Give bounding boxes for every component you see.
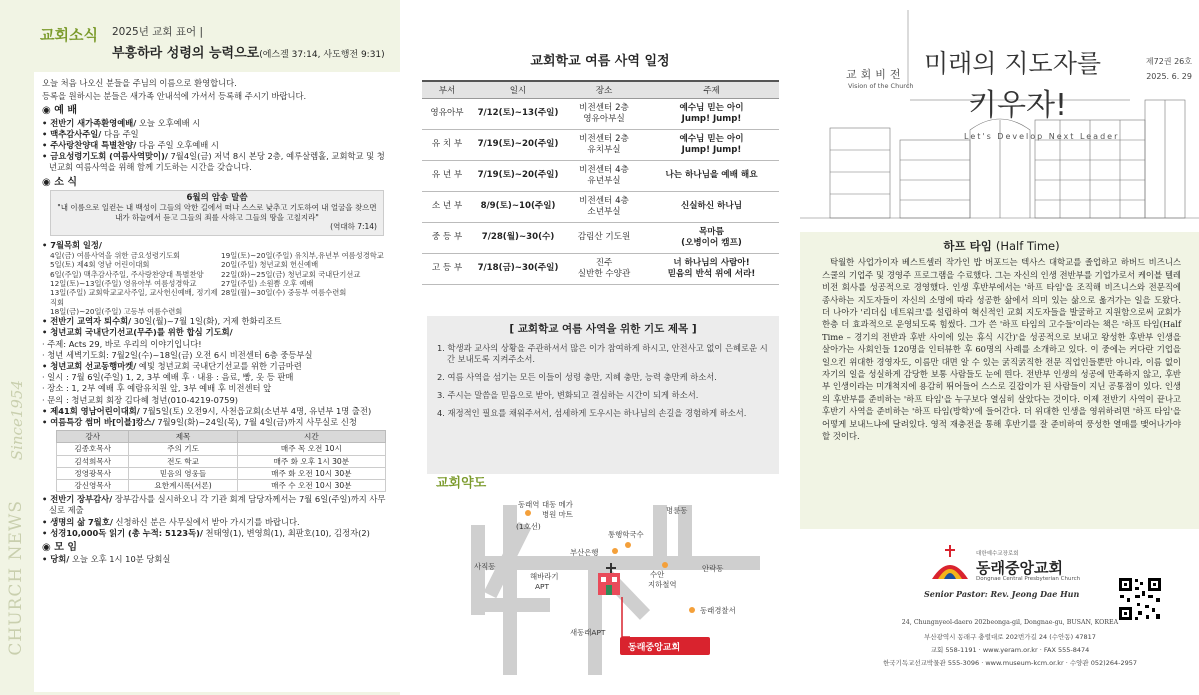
map-label: 부산은행	[570, 548, 599, 557]
schedule-cell: 비전센터 4층 유년부실	[564, 160, 644, 191]
calendar-entry: 6일(주일) 맥추감사주일, 주사랑찬양대 특별찬양	[50, 269, 204, 279]
news-item-label: • 제41회 영남어린이대회/	[42, 405, 140, 416]
table-cell: 매주 화 오후 1시 30분	[237, 455, 385, 467]
column-header: 주제	[644, 81, 779, 98]
meeting-heading: ◉ 모 임	[42, 541, 78, 553]
masthead	[800, 0, 1199, 232]
news-item-text: · 일시 : 7월 6일(주일) 1, 2, 3부 예배 후 · 내용 : 음료, 빵, 옷 등 판매	[42, 372, 294, 383]
news-item-text: 7월5일(토) 오전9시, 사천읍교회(소년부 4명, 유년부 1명 출전)	[139, 405, 372, 416]
worship-heading: ◉ 예 배	[42, 105, 78, 117]
calendar-entry: 4일(금) 여름사역을 위한 금요성령기도회	[50, 251, 181, 261]
schedule-cell: 고 등 부	[422, 253, 472, 284]
news-items-2	[42, 494, 392, 539]
station-marker	[525, 510, 531, 516]
issue-date: 2025. 6. 29	[1146, 72, 1192, 81]
schedule-cell: 중 등 부	[422, 222, 472, 253]
news-item-label: • 성경10,000독 읽기 (총 누적: 5123독)/	[42, 527, 203, 538]
prayer-box	[427, 316, 779, 474]
schedule-cell: 감림산 기도원	[564, 222, 644, 253]
news-item	[42, 395, 392, 406]
museum-info: 한국기독교선교박물관 555-3096 · www.museum-kcm.or.kr · 수양관 052)264-2957	[882, 659, 1138, 667]
worship-item-text: 오늘 오후예배 시	[136, 117, 201, 128]
table-cell: 주의 기도	[129, 443, 237, 455]
calendar-entry: 20일(주일) 청년교회 헌신예배	[221, 260, 319, 270]
meeting-item-label: • 당회/	[42, 554, 70, 565]
prayer-item: 2. 여름 사역을 섬기는 모든 이들이 성령 충만, 지혜 충만, 능력 충만케 하소서.	[437, 372, 717, 382]
table-cell: 김석희목사	[57, 455, 129, 467]
map-label: 통행학국수	[608, 530, 644, 539]
table-cell: 강신영목사	[57, 479, 129, 491]
prayer-item: 1. 학생과 교사의 상황을 주관하셔서 많은 이가 참여하게 하시고, 안전사고 없이 은혜로운 시간 보내도록 지켜주소서.	[437, 343, 768, 364]
schedule-title: 교회학교 여름 사역 일정	[530, 54, 670, 69]
news-item	[42, 417, 392, 428]
church-name-en: Dongnae Central Presbyterian Church	[976, 576, 1081, 582]
bible-study-table	[56, 430, 386, 492]
table-row	[57, 479, 386, 491]
worship-item-label: • 주사랑찬양대 특별찬양/	[42, 140, 137, 151]
calendar-entry: 27일(주일) 소원쁨 오후 예배	[221, 278, 314, 288]
news-item	[42, 339, 392, 350]
schedule-cell: 너 하나님의 사람아! 믿음의 반석 위에 서라!	[644, 253, 779, 284]
prayer-item: 3. 주시는 말씀을 믿음으로 받아, 변화되고 결심하는 시간이 되게 하소서.	[437, 390, 699, 400]
masthead-title-2: 키우자!	[968, 88, 1067, 123]
news-item	[42, 517, 392, 528]
church-motto: 부흥하라 성령의 능력으로(에스겔 37:14, 사도행전 9:31)	[112, 46, 385, 61]
map-label: 병원 마트	[542, 510, 573, 519]
essay	[800, 232, 1199, 529]
worship-item-text: 7월4일(금) 저녁 8시 본당 2층, 예루살렘홀, 교회학교 및 청년교회 여름사역을 위해 함께 기도하는 시간을 갖습니다.	[49, 151, 385, 173]
masthead-title-1: 미래의 지도자를	[924, 49, 1101, 78]
prayer-title: [ 교회학교 여름 사역을 위한 기도 제목 ]	[509, 323, 697, 335]
verse-reference: (역대하 7:14)	[330, 222, 377, 232]
worship-item	[42, 118, 392, 129]
news-item	[42, 383, 392, 394]
map-label: (1호선)	[516, 522, 541, 531]
motto-label: 2025년 교회 표어 |	[112, 26, 203, 38]
schedule-cell: 예수님 믿는 아이 Jump! Jump!	[644, 98, 779, 129]
prayer-item: 4. 재정적인 필요를 채워주셔서, 섬세하게 도우시는 하나님의 손길을 경험하게 하소서.	[437, 408, 747, 418]
news-body	[34, 72, 400, 692]
worship-item-label: • 금요성령기도회 (여름사역맞이)/	[42, 151, 168, 162]
denomination: 대한예수교장로회	[976, 551, 1019, 557]
contact-info: 교회 558-1191 · www.yeram.or.kr · FAX 555-8474	[930, 646, 1090, 654]
calendar-entry: 22일(화)~25일(금) 청년교회 국내단기선교	[221, 269, 361, 279]
map-label: 동래역	[518, 500, 540, 509]
july-calendar	[42, 251, 392, 316]
news-item-text: 천태영(1), 변영희(1), 최판호(10), 김정자(2)	[202, 527, 370, 538]
news-item-text: · 장소 : 1, 2부 예배 후 예람유치원 앞, 3부 예배 후 비전센터 앞	[42, 383, 272, 394]
map-title: 교회약도	[436, 476, 487, 491]
address-en: 24, Chungnyeol-daero 202beonga-gil, Dongnae-gu, BUSAN, KOREA	[901, 619, 1119, 626]
news-item-text: 장부감사를 실시하오니 각 기관 회계 담당자께서는 7월 6일(주일)까지 사무실로 제출	[49, 494, 386, 516]
verse-text: "내 이름으로 일컫는 내 백성이 그들의 악한 길에서 떠나 스스로 낮추고 기도하여 내 얼굴을 찾으면 내가 하늘에서 듣고 그들의 죄를 사하고 그들의 땅을 고칠지라"	[57, 203, 377, 222]
worship-list	[42, 118, 392, 174]
meeting-item-text: 오늘 오후 1시 10분 당회실	[69, 554, 171, 565]
map-label: 사직동	[474, 562, 496, 571]
calendar-entry: 5일(토) 제4회 영남 어린이대회	[50, 260, 150, 270]
column-header: 부서	[422, 81, 472, 98]
map-label: 대동 메가	[542, 500, 573, 509]
schedule-cell: 비전센터 4층 소년부실	[564, 191, 644, 222]
column-header: 장소	[564, 81, 644, 98]
news-item	[42, 316, 392, 327]
schedule-cell: 비전센터 2층 영유아부실	[564, 98, 644, 129]
verse-title: 6월의 암송 말씀	[186, 192, 248, 203]
calendar-entry: 13일(주일) 교회학교교사주일, 교사헌신예배, 정기제직회	[50, 288, 218, 307]
church-news-watermark: CHURCH NEWS	[6, 500, 26, 656]
schedule-row	[422, 160, 779, 191]
table-cell: 김종호목사	[57, 443, 129, 455]
vision-label: 교회비전	[846, 68, 905, 81]
vision-label-en: Vision of the Church	[848, 82, 914, 90]
news-item	[42, 372, 392, 383]
memory-verse-box	[50, 190, 384, 236]
schedule-cell: 예수님 믿는 아이 Jump! Jump!	[644, 129, 779, 160]
table-row	[57, 443, 386, 455]
summer-schedule-table	[422, 80, 779, 285]
news-item-label: • 청년교회 선교동행마켓/	[42, 360, 137, 371]
welcome-text	[42, 78, 392, 102]
news-item-text: 신청하신 분은 사무실에서 받아 가시기를 바랍니다.	[112, 516, 300, 527]
schedule-cell: 목마름 (오병이어 캠프)	[644, 222, 779, 253]
news-item-text: 30일(월)~7월 1일(화), 거제 한화리조트	[131, 316, 282, 327]
column-header: 제목	[129, 431, 237, 443]
news-item-label: • 생명의 삶 7월호/	[42, 516, 113, 527]
schedule-cell: 7/18(금)~30(주일)	[472, 253, 564, 284]
calendar-entry: 12일(토)~13일(주일) 영유아부 여름성경학교	[50, 278, 197, 288]
prayer-list	[437, 343, 769, 419]
issue-number: 제72권 26호	[1145, 57, 1192, 66]
worship-item-text: 다음 주일	[101, 128, 139, 139]
news-item-label: • 전반기 장부감사/	[42, 494, 113, 505]
schedule-row	[422, 98, 779, 129]
news-item-label: • 여름특강 썸머 바[이블]캉스/	[42, 416, 155, 427]
table-row	[57, 467, 386, 479]
schedule-cell: 진주 실반한 수양관	[564, 253, 644, 284]
schedule-cell: 비전센터 2층 유치부실	[564, 129, 644, 160]
map-label: 안락동	[702, 564, 724, 573]
worship-item-label: • 맥추감사주일/	[42, 128, 102, 139]
map-label: 동래경찰서	[700, 606, 736, 615]
church-name: 동래중앙교회	[976, 559, 1063, 577]
since-watermark: Since1954	[8, 380, 26, 461]
map-label: 수안	[650, 570, 665, 579]
table-cell: 믿음의 영웅들	[129, 467, 237, 479]
table-cell: 매주 화 오전 10시 30분	[237, 467, 385, 479]
worship-item-label: • 전반기 새가족환영예배/	[42, 117, 137, 128]
table-cell: 매주 목 오전 10시	[237, 443, 385, 455]
news-item-text: · 청년 세벽기도회: 7월2일(수)~18일(금) 오전 6시 비전센터 6층 중등부실	[42, 349, 313, 360]
motto-header	[34, 10, 400, 70]
table-cell: 정영광목사	[57, 467, 129, 479]
news-item	[42, 494, 392, 516]
slogan: Let's Develop Next Leader	[964, 132, 1120, 141]
schedule-cell: 영유아부	[422, 98, 472, 129]
calendar-heading: • 7월목회 일정/	[42, 239, 102, 250]
column-header: 일시	[472, 81, 564, 98]
news-items	[42, 316, 392, 428]
schedule-cell: 7/12(토)~13(주일)	[472, 98, 564, 129]
worship-item	[42, 140, 392, 151]
essay-title: 하프 타임 (Half Time)	[943, 239, 1060, 253]
map-label: 해바라기	[530, 572, 559, 581]
news-item	[42, 361, 392, 372]
schedule-cell: 소 년 부	[422, 191, 472, 222]
schedule-cell: 유 년 부	[422, 160, 472, 191]
column-header: 시간	[237, 431, 385, 443]
table-cell: 전도 학교	[129, 455, 237, 467]
schedule-cell: 7/28(월)~30(수)	[472, 222, 564, 253]
map-label: APT	[535, 582, 550, 591]
news-item-label: • 청년교회 국내단기선교(무주)를 위한 합심 기도회/	[42, 327, 233, 338]
calendar-entry	[221, 307, 392, 316]
table-cell: 요한계시록(서론)	[129, 479, 237, 491]
map-label: 지하철역	[648, 580, 677, 589]
news-heading: ◉ 소 식	[42, 176, 78, 188]
calendar-entry: 28일(월)~30일(수) 중등부 여름수련회	[221, 288, 347, 298]
church-map	[430, 476, 790, 690]
calendar-entry: 18일(금)~20일(주일) 고등부 여름수련회	[50, 306, 183, 316]
news-item-text: · 문의 : 청년교회 회장 김다혜 청년(010-4219-0759)	[42, 394, 238, 405]
news-item-label: • 전반기 교역자 퇴수회/	[42, 316, 132, 327]
news-item	[42, 350, 392, 361]
schedule-cell: 나는 하나님을 예배 해요	[644, 160, 779, 191]
worship-item-text: 다음 주일 오후예배 시	[136, 140, 219, 151]
meeting-list	[42, 554, 392, 565]
table-cell: 매주 수 오전 10시 30분	[237, 479, 385, 491]
qr-code-icon	[1118, 577, 1162, 621]
schedule-cell: 유 치 부	[422, 129, 472, 160]
news-item	[42, 406, 392, 417]
schedule-cell: 7/19(토)~20(주일)	[472, 129, 564, 160]
church-logo-icon	[928, 543, 972, 583]
side-watermark	[0, 0, 34, 695]
welcome-line: 오늘 처음 나오신 분들을 주님의 이름으로 환영합니다.	[42, 78, 237, 88]
schedule-row	[422, 129, 779, 160]
schedule-row	[422, 222, 779, 253]
news-item-text: · 주제: Acts 29, 바로 우리의 이야기입니다!	[42, 338, 202, 349]
column-header: 강사	[57, 431, 129, 443]
news-item-text: 예빛 청년교회 국내단기선교를 위한 기금마련	[136, 360, 302, 371]
worship-item	[42, 151, 392, 173]
church-map-label: 동래중앙교회	[628, 643, 681, 653]
table-row	[57, 455, 386, 467]
schedule-row	[422, 191, 779, 222]
schedule-cell: 8/9(토)~10(주일)	[472, 191, 564, 222]
schedule-cell: 7/19(토)~20(주일)	[472, 160, 564, 191]
calendar-entry: 19일(토)~20일(주일) 유치부,유년부 여름성경학교	[221, 251, 384, 261]
worship-item	[42, 129, 392, 140]
schedule-cell: 신실하신 하나님	[644, 191, 779, 222]
news-item-text: 7월9일(화)~24일(목), 7월 4일(금)까지 사무실로 신청	[154, 416, 357, 427]
senior-pastor: Senior Pastor: Rev. Jeong Dae Hun	[924, 589, 1080, 599]
schedule-row	[422, 253, 779, 284]
welcome-line: 등록을 원하시는 분들은 새가족 안내석에 가셔서 등록해 주시기 바랍니다.	[42, 91, 307, 102]
news-item	[42, 528, 392, 539]
address-kr: 부산광역시 동래구 충렬대로 202번가길 24 (수안동) 47817	[924, 633, 1096, 641]
section-tag: 교회소식	[40, 26, 98, 44]
meeting-item	[42, 554, 392, 565]
essay-body: 탁월한 사업가이자 베스트셀러 작가인 밥 버포드는 텍사스 대학교를 졸업하고 하버드 비즈니스 스쿨의 기업주 및 경영주 프로그램을 수료했다. 그는 자신의 인생 전반부를 기업가로서 케이블 텔레비전 회사를 성공적으로 경영했다. 인생 후반부에서는 '하프 타임'을 조직해 비즈니스와 전문직에 종사하는 지도자들이 자신의 소명에 따라 성공한 삶에서 의미 있는 삶으로 옮겨가는 일을 도왔다. 더 나아가 '리더십 네트워크'를 설립하여 혁신적인 교회 지도자들을 발굴하고 지원함으로써 교회가 한층 더 효과적으로 운영되도록 힘썼다. 그가 쓴 '하프 타임의 고수들'이라는 책은 '하프 타임(Half Time – 경기의 전반과 후반 사이에 있는 휴식 시간)'을 성공적으로 보내고 왕성한 후반부 인생을 살아가는 사회인들 120명을 인터뷰한 후 60명의 사례를 소개하고 있다. 이 중에는 커다란 기업을 일으킨 위대한 경영자도, 이름만 대면 알 수 있는 굵직굵직한 전문 직업인들뿐만 아니라, 이름 없이 자기의 일을 성실하게 감당한 보통 사람들도 눈에 띈다. 전반부 인생의 성공에 만족하지 않고, 후반부 인생이라는 미개척지에 용감히 뛰어들어 스스로 길잡이가 된 사람들이 지닌 공통점이 있다. 인생의 후반부를 준비하는 '하프 타임'을 누구보다 열심히 살았다는 것이다. 이제 전반기 사역이 끝나고 후반기 사역을 준비하는 '하프 타임(방학)'에 들어간다. 더 위대한 인생을 영위하려면 '하프 타임'을 어떻게 보내느냐에 달려있다. 영적 재충전을 통해 후반기를 잘 준비하여 풍성한 열매를 맺어나가야 할 것이다.	[822, 257, 1181, 442]
map-label: 새동래APT	[570, 628, 606, 637]
church-footer	[800, 529, 1199, 695]
news-item	[42, 327, 392, 338]
map-label: 명륜동	[666, 506, 688, 515]
